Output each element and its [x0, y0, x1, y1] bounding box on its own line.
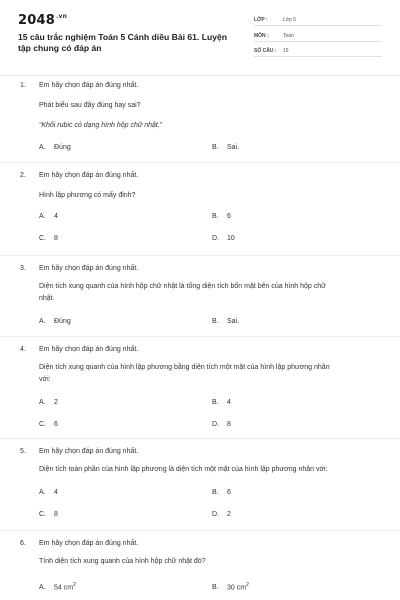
- question-prompt: Em hãy chọn đáp án đúng nhất.: [39, 346, 139, 353]
- option-a[interactable]: [39, 582, 76, 591]
- question-number: 2.: [20, 172, 26, 179]
- option-text: 8: [54, 511, 58, 518]
- meta-label: MÔN :: [254, 33, 269, 39]
- option-a[interactable]: [39, 399, 58, 406]
- question-divider: [0, 438, 400, 439]
- option-d[interactable]: [212, 511, 231, 518]
- option-text: 8: [227, 421, 231, 428]
- option-c[interactable]: [39, 511, 58, 518]
- option-text: 6: [227, 213, 231, 220]
- option-b[interactable]: [212, 489, 231, 496]
- option-b[interactable]: [212, 213, 231, 220]
- option-letter: D.: [212, 421, 219, 428]
- question-divider: [0, 336, 400, 337]
- question-text: Diện tích xung quanh của hình lập phương bằng diện tích một mặt của hình lập phương nhân: [39, 364, 330, 371]
- option-text: 8: [54, 235, 58, 242]
- question-divider: [0, 255, 400, 256]
- option-b[interactable]: [212, 399, 231, 406]
- question-number: 4.: [20, 346, 26, 353]
- option-letter: A.: [39, 399, 46, 406]
- question-number: 1.: [20, 82, 26, 89]
- meta-label: SỐ CÂU :: [254, 48, 277, 54]
- question-text: Hình lập phương có mấy đỉnh?: [39, 192, 136, 199]
- option-letter: A.: [39, 489, 46, 496]
- option-text: 2: [227, 511, 231, 518]
- question-text: nhật.: [39, 295, 55, 302]
- site-logo[interactable]: [18, 13, 67, 28]
- option-text: 4: [54, 489, 58, 496]
- question-quote: “Khối rubic có dạng hình hộp chữ nhật.”: [39, 122, 163, 129]
- option-b[interactable]: [212, 582, 249, 591]
- question-number: 6.: [20, 540, 26, 547]
- question-prompt: Em hãy chọn đáp án đúng nhất.: [39, 448, 139, 455]
- question-text: Diện tích toàn phần của hình lập phương là diện tích một mặt của hình lập phương nhân với:: [39, 466, 328, 473]
- option-text: 10: [227, 235, 235, 242]
- option-letter: A.: [39, 144, 46, 151]
- question-prompt: Em hãy chọn đáp án đúng nhất.: [39, 265, 139, 272]
- option-text: 6: [227, 489, 231, 496]
- option-letter: B.: [212, 584, 219, 592]
- option-d[interactable]: [212, 421, 231, 428]
- question-divider: [0, 162, 400, 163]
- option-letter: D.: [212, 235, 219, 242]
- option-letter: C.: [39, 421, 46, 428]
- option-text: 4: [54, 213, 58, 220]
- option-d[interactable]: [212, 235, 235, 242]
- question-number: 3.: [20, 265, 26, 272]
- header-divider: [0, 75, 400, 76]
- meta-value: Toán: [283, 33, 294, 39]
- option-b[interactable]: [212, 318, 239, 325]
- question-text: Tính diện tích xung quanh của hình hộp chữ nhật đó?: [39, 558, 206, 565]
- meta-row-subject: [254, 30, 382, 42]
- logo-tld: .vn: [55, 13, 68, 20]
- question-text: với:: [39, 376, 51, 383]
- option-text: Sai.: [227, 144, 240, 151]
- option-letter: C.: [39, 511, 46, 518]
- meta-row-count: [254, 45, 382, 57]
- option-a[interactable]: [39, 144, 71, 151]
- option-letter: B.: [212, 489, 219, 496]
- question-divider: [0, 530, 400, 531]
- option-text: 6: [54, 421, 58, 428]
- option-letter: A.: [39, 213, 46, 220]
- option-c[interactable]: [39, 235, 58, 242]
- logo-text: 2048: [18, 13, 55, 28]
- question-text: Phát biểu sau đây đúng hay sai?: [39, 102, 141, 109]
- meta-row-class: [254, 14, 382, 26]
- option-text: 4: [227, 399, 231, 406]
- question-prompt: Em hãy chọn đáp án đúng nhất.: [39, 172, 139, 179]
- meta-value: Lớp 5: [283, 17, 297, 23]
- option-letter: A.: [39, 584, 46, 592]
- option-letter: C.: [39, 235, 46, 242]
- document-title: 15 câu trắc nghiệm Toán 5 Cánh diều Bài 61. Luyện tập chung có đáp án: [18, 32, 228, 53]
- option-text: Đúng: [54, 144, 71, 151]
- option-text: Sai.: [227, 318, 240, 325]
- option-b[interactable]: [212, 144, 239, 151]
- option-text: Đúng: [54, 318, 71, 325]
- option-letter: A.: [39, 318, 46, 325]
- option-a[interactable]: [39, 318, 71, 325]
- option-text: 54 cm: [54, 584, 74, 592]
- meta-value: 15: [283, 48, 289, 54]
- option-a[interactable]: [39, 213, 58, 220]
- option-unit-exponent: 2: [246, 582, 249, 588]
- option-letter: B.: [212, 318, 219, 325]
- option-a[interactable]: [39, 489, 58, 496]
- option-text: 30 cm: [227, 584, 247, 592]
- question-text: Diện tích xung quanh của hình hộp chữ nhật là tổng diện tích bốn mặt bên của hình hộp chữ: [39, 283, 326, 290]
- option-letter: D.: [212, 511, 219, 518]
- option-letter: B.: [212, 213, 219, 220]
- option-letter: B.: [212, 144, 219, 151]
- document-header: [0, 0, 400, 75]
- option-c[interactable]: [39, 421, 58, 428]
- question-prompt: Em hãy chọn đáp án đúng nhất.: [39, 540, 139, 547]
- option-unit-exponent: 2: [73, 582, 76, 588]
- meta-label: LỚP :: [254, 17, 268, 23]
- option-letter: B.: [212, 399, 219, 406]
- question-number: 5.: [20, 448, 26, 455]
- option-text: 2: [54, 399, 58, 406]
- question-prompt: Em hãy chọn đáp án đúng nhất.: [39, 82, 139, 89]
